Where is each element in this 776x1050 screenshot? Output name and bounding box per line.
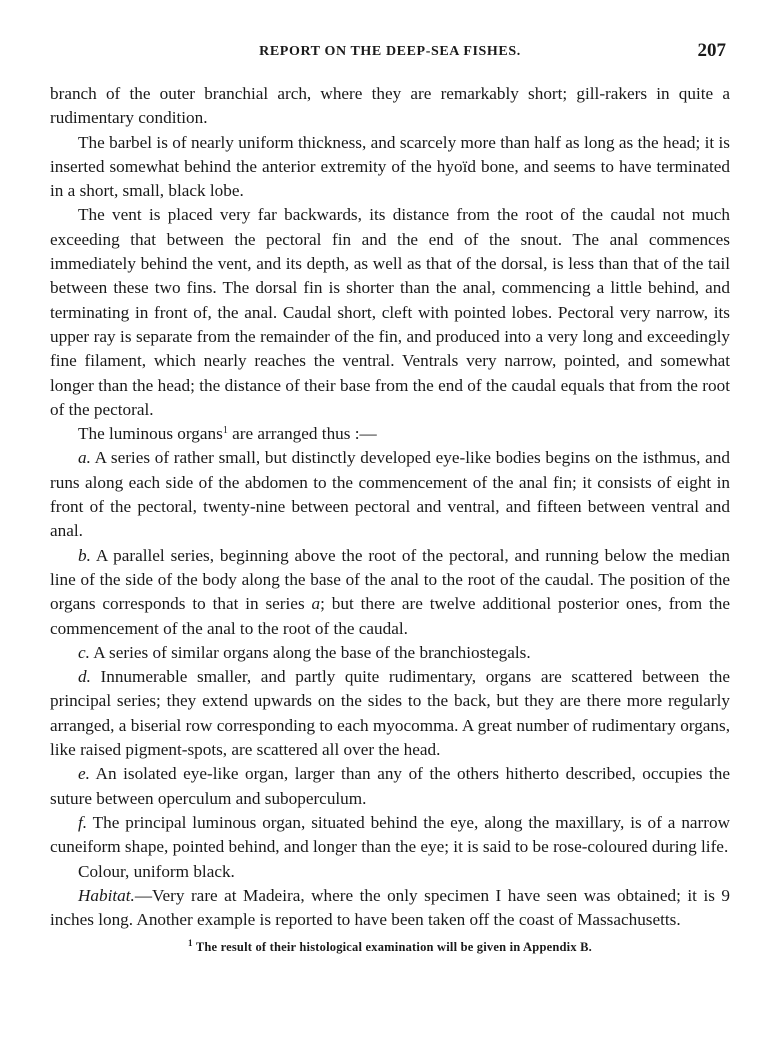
list-item-b [50,544,730,641]
luminous-intro-end: are arranged thus :— [227,424,377,444]
paragraph-gill-rakers: branch of the outer branchial arch, where they are remarkably short; gill-rakers in quite a rudimentary condition. [50,84,730,128]
item-letter-c: c. [78,642,90,662]
footnote-marker: 1 [188,938,193,949]
habitat-text: —Very rare at Madeira, where the only specimen I have seen was obtained; it is 9 inches long. Another example is reported to have been taken off the coast of Massachusetts. [50,885,730,930]
item-letter-b: b. [78,545,91,565]
item-text-b-1: A parallel series, beginning above the root of the pectoral, and running below the median line of the side of the body along the base of the anal to the root of the caudal. The position of the organs corresponds to that in series [50,545,730,614]
item-text-e: An isolated eye-like organ, larger than any of the others hitherto described, occupies the suture between operculum and suboperculum. [50,764,730,808]
item-text-f: The principal luminous organ, situated behind the eye, along the maxillary, is of a narrow cuneiform shape, pointed behind, and longer than the eye; it is said to be rose-coloured during life. [50,812,730,857]
item-letter-f: f. [78,812,88,832]
item-text-a: A series of rather small, but distinctly developed eye-like bodies begins on the isthmus, and runs along each side of the abdomen to the commencement of the anal fin; it consists of eight in front of the pectoral, twenty-nine between pectoral and ventral, and fifteen between ventral and anal. [50,448,730,541]
page-number: 207 [697,40,726,61]
item-text-d: Innumerable smaller, and partly quite rudimentary, organs are scattered between the principal series; they extend upwards on the sides to the back, but they are there more regularly arranged, a biserial row corresponding to each myocomma. A great number of rudimentary organs, like raised pigment-spots, are scattered all over the head. [50,667,730,760]
list-item-c [50,641,730,665]
list-item-d [50,665,730,762]
paragraph-vent: The vent is placed very far backwards, its distance from the root of the caudal not much exceeding that between the pectoral fin and the end of the snout. The anal commences immediately behind the vent, and its depth, as well as that of the dorsal, is less than that of the tail between these two fins. The dorsal fin is shorter than the anal, commencing a little behind, and terminating in front of, the anal. Caudal short, cleft with pointed lobes. Pectoral very narrow, its upper ray is separate from the remainder of the fin, and produced into a very long and exceedingly fine filament, which nearly reaches the ventral. Ventrals very narrow, pointed, and somewhat longer than the head; the distance of their base from the end of the caudal equals that from the root of the pectoral. [50,205,730,419]
habitat-label: Habitat. [78,885,135,905]
page [50,38,730,955]
page-header [50,38,730,68]
luminous-intro: The luminous organs [78,424,223,444]
paragraph-colour: Colour, uniform black. [78,861,235,881]
item-series-ref: a [311,594,321,614]
list-item-a [50,446,730,543]
item-text-b-2: ; but there are twelve additional posterior ones, from the commencement of the anal to the root of the caudal. [50,594,730,638]
list-item-e [50,762,730,811]
footnote-reference: 1 [222,425,228,437]
paragraph-barbel: The barbel is of nearly uniform thickness, and scarcely more than half as long as the head; it is inserted somewhat behind the anterior extremity of the hyoïd bone, and seems to have terminated in a short, small, black lobe. [50,132,730,201]
item-text-c: A series of similar organs along the base of the branchiostegals. [89,642,531,662]
item-letter-d: d. [78,667,91,687]
item-letter-e: e. [78,764,90,784]
paragraph-luminous-organs [50,422,730,446]
item-letter-a: a. [78,448,91,468]
paragraph-habitat [50,884,730,933]
body-text [50,82,730,955]
footnote-text: The result of their histological examination will be given in Appendix B. [192,940,592,955]
running-head: REPORT ON THE DEEP-SEA FISHES. [259,44,521,59]
list-item-f [50,811,730,860]
footnote [50,940,730,955]
